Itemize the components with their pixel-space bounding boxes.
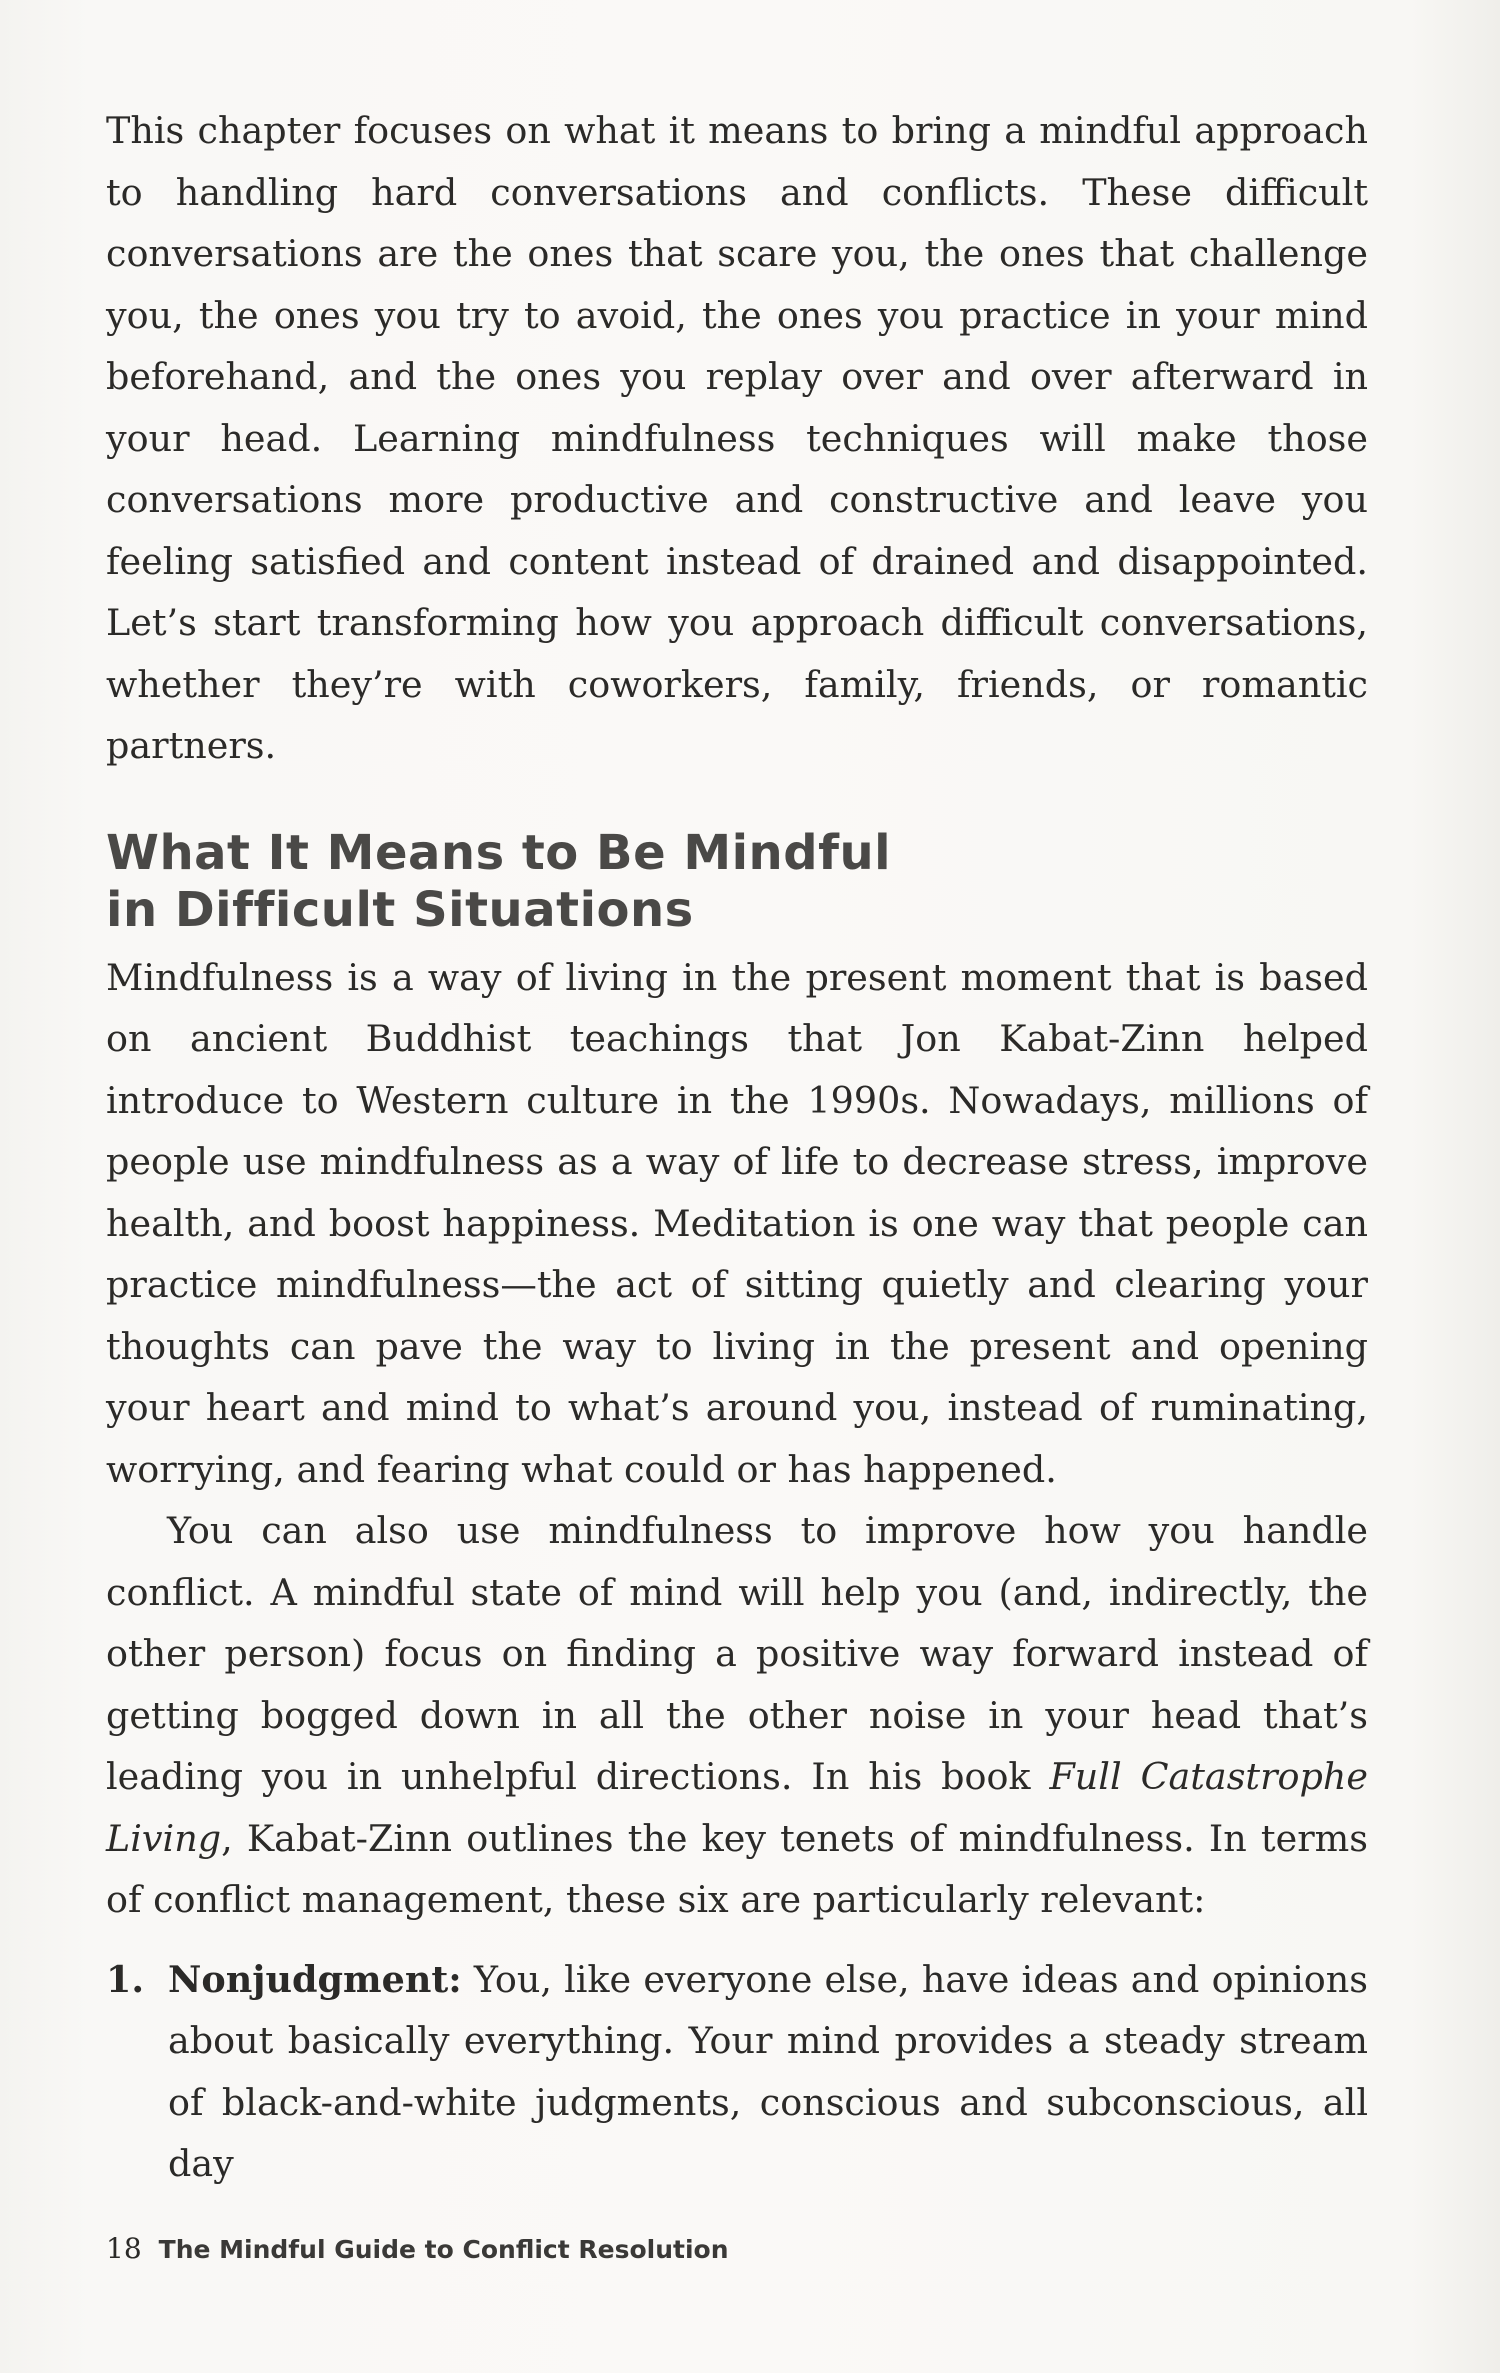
page-content [106,100,1368,2195]
section-paragraph-1: Mindfulness is a way of living in the present moment that is based on ancient Buddhist teachings that Jon Kabat-Zinn helped introduce to Western culture in the 1990s. Nowadays, millions of people use mindfulness as a way of life to decrease stress, improve health, and boost happiness. Meditation is one way that people can practice mindfulness—the act of sitting quietly and clearing your thoughts can pave the way to living in the present and opening your heart and mind to what’s around you, instead of ruminating, worrying, and fearing what could or has happened. [106,955,1368,1491]
list-item [106,1949,1368,2195]
section-paragraph-2 [106,1500,1368,1931]
intro-paragraph: This chapter focuses on what it means to bring a mindful approach to handling hard conversations and conflicts. These difficult conversations are the ones that scare you, the ones that challenge you, the ones you try to avoid, the ones you practice in your mind beforehand, and the ones you replay over and over afterward in your head. Learning mindfulness techniques will make those conversations more productive and constructive and leave you feeling satisfied and content instead of drained and disappointed. Let’s start transforming how you approach difficult conversations, whether they’re with coworkers, family, friends, or romantic partners. [106,109,1368,767]
page-number: 18 [106,2232,142,2265]
book-title-italic: Full Catastrophe Living [106,1755,1368,1860]
section-heading-line-2: in Difficult Situations [106,881,694,938]
section-heading-line-1: What It Means to Be Mindful [106,824,892,881]
page-footer [106,2232,729,2266]
running-book-title: The Mindful Guide to Conflict Resolution [158,2235,729,2264]
section-heading [106,825,1368,939]
list-item-term: Nonjudgment: [168,1957,462,2001]
list-item-text: You, like everyone else, have ideas and opinions about basically everything. Your mind provides a steady stream of black-and-white judgments, conscious and subconscious, all day [168,1957,1368,2185]
paragraph-2-text-start: You can also use mindfulness to improve how you handle conflict. A mindful state of mind will help you (and, indirectly, the other person) focus on finding a positive way forward instead of getting bogged down in all the other noise in your head that’s leading you in unhelpful directions. In his book [106,1509,1368,1798]
tenets-list [106,1949,1368,2195]
list-item-number: 1. [106,1957,145,2001]
paragraph-2-text-end: , Kabat-Zinn outlines the key tenets of mindfulness. In terms of conflict management, these six are particularly relevant: [106,1816,1368,1921]
